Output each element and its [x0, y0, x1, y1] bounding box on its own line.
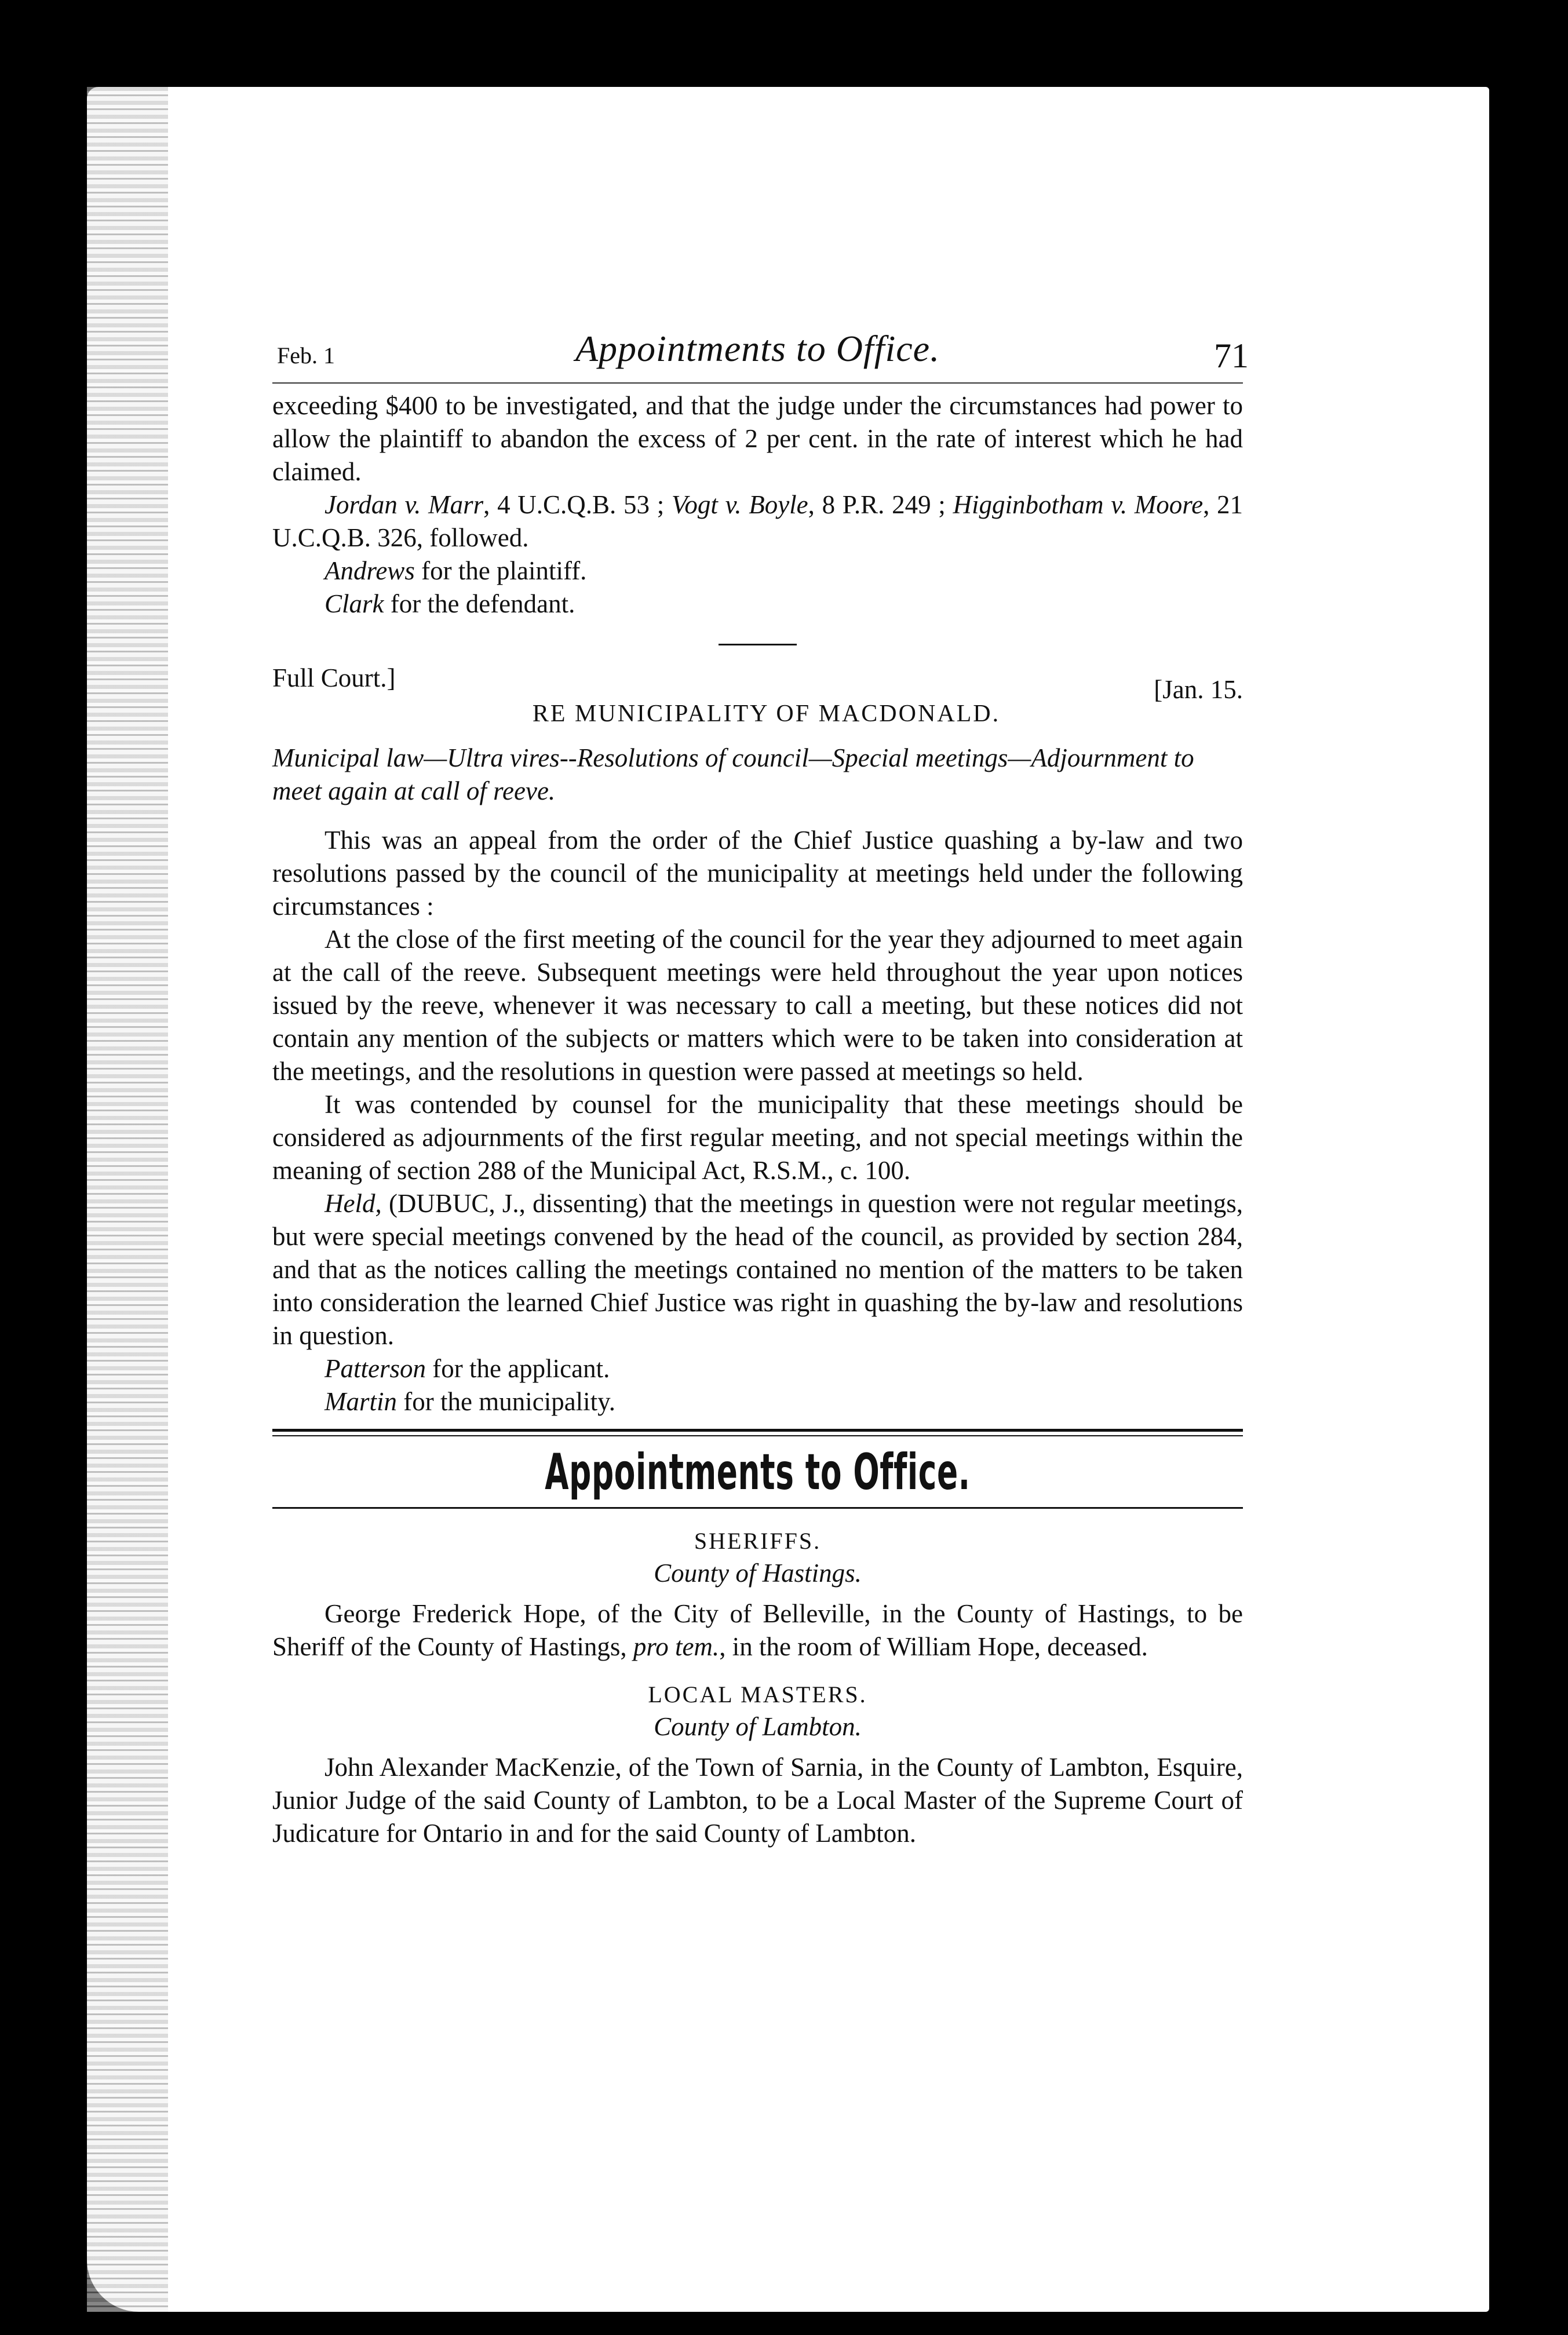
- sheriffs-entry: [272, 1597, 1243, 1663]
- sheriffs-text-a: George Frederick Hope, of the City of Belleville, in the County of Hastings, to be Sheriff of the County of Hastings,: [272, 1599, 1243, 1661]
- header-rule: [272, 382, 1243, 384]
- case1-counsel-1: [272, 554, 1243, 588]
- citation-2: Vogt v. Boyle: [671, 490, 808, 519]
- case2-paragraph: At the close of the first meeting of the council for the year they adjourned to meet again at the call of the reeve. Subsequent meetings were held throughout the year upon notices issued by the reeve, whenever it was necessary to call a meeting, but these notices did not contain any mention of the subjects or matters which were to be taken into consideration at the meetings, and the resolutions in question were passed at meetings so held.: [272, 925, 1243, 1086]
- section-double-rule: [272, 1429, 1243, 1436]
- sheriffs-heading: SHERIFFS.: [694, 1528, 822, 1554]
- counsel-name: Martin: [324, 1387, 398, 1416]
- counsel-role: for the defendant.: [384, 589, 575, 618]
- case-separator: [719, 644, 797, 645]
- sheriffs-text-em: pro tem.: [633, 1632, 720, 1661]
- case2-held: [272, 1187, 1243, 1352]
- case2-counsel-2: [272, 1385, 1243, 1418]
- citation-2-ref: , 8 P.R. 249 ;: [808, 490, 953, 519]
- counsel-name: Clark: [324, 589, 384, 618]
- case2-counsel-1: [272, 1352, 1243, 1385]
- local-masters-county: County of Lambton.: [654, 1712, 862, 1741]
- citation-1: Jordan v. Marr: [324, 490, 484, 519]
- held-text: (DUBUC, J., dissenting) that the meetings in question were not regular meetings, but were special meetings convened by the head of the council, as provided by section 284, and that as the notices calling the meetings contained no mention of the matters to be taken into consideration the learned Chief Justice was right in quashing the by-law and resolutions in question.: [272, 1189, 1243, 1350]
- case2-paragraph: It was contended by counsel for the municipality that these meetings should be considered as adjournments of the first regular meeting, and not special meetings within the meaning of section 288 of the Municipal Act, R.S.M., c. 100.: [272, 1090, 1243, 1185]
- local-masters-heading: LOCAL MASTERS.: [648, 1681, 867, 1708]
- case-headnote: Municipal law—Ultra vires--Resolutions of council—Special meetings—Adjournment to meet again at call of reeve.: [272, 743, 1194, 805]
- case-title: RE MUNICIPALITY OF MACDONALD.: [532, 700, 1001, 727]
- page-edge-shadow: [87, 87, 168, 2312]
- section-bottom-rule: [272, 1507, 1243, 1509]
- court-name: Full Court.]: [272, 663, 396, 692]
- running-head-date: Feb. 1: [277, 342, 335, 369]
- citation-3-ref: , 21 U.C.Q.B. 326, followed.: [272, 490, 1244, 552]
- running-head-title: Appointments to Office.: [575, 328, 940, 369]
- counsel-name: Patterson: [324, 1354, 426, 1383]
- court-line: [272, 663, 1243, 704]
- running-head: [272, 324, 1249, 382]
- counsel-role: for the plaintiff.: [414, 556, 587, 585]
- case2-paragraph: This was an appeal from the order of the Chief Justice quashing a by-law and two resolutions passed by the council of the municipality at meetings held under the following circumstances :: [272, 826, 1243, 921]
- local-masters-entry: John Alexander MacKenzie, of the Town of Sarnia, in the County of Lambton, Esquire, Junior Judge of the said County of Lambton, to be a Local Master of the Supreme Court of Judicature for Ontario in and for the said County of Lambton.: [272, 1753, 1243, 1848]
- section-title: Appointments to Office.: [545, 1443, 971, 1501]
- counsel-role: for the applicant.: [426, 1354, 610, 1383]
- case1-citations: [272, 488, 1243, 554]
- page-content: [272, 324, 1249, 1850]
- counsel-role: for the municipality.: [397, 1387, 616, 1416]
- sheriffs-county: County of Hastings.: [654, 1559, 862, 1588]
- page-number: 71: [1214, 337, 1249, 375]
- case1-continuation: exceeding $400 to be investigated, and that the judge under the circumstances had power to allow the plaintiff to abandon the excess of 2 per cent. in the rate of interest which he had claimed.: [272, 391, 1243, 486]
- citation-1-ref: , 4 U.C.Q.B. 53 ;: [483, 490, 672, 519]
- case-date: [Jan. 15.: [1154, 675, 1243, 704]
- citation-3: Higginbotham v. Moore: [953, 490, 1204, 519]
- held-label: Held,: [324, 1189, 382, 1218]
- counsel-name: Andrews: [324, 556, 415, 585]
- sheriffs-text-b: , in the room of William Hope, deceased.: [719, 1632, 1148, 1661]
- case1-counsel-2: [272, 588, 1243, 621]
